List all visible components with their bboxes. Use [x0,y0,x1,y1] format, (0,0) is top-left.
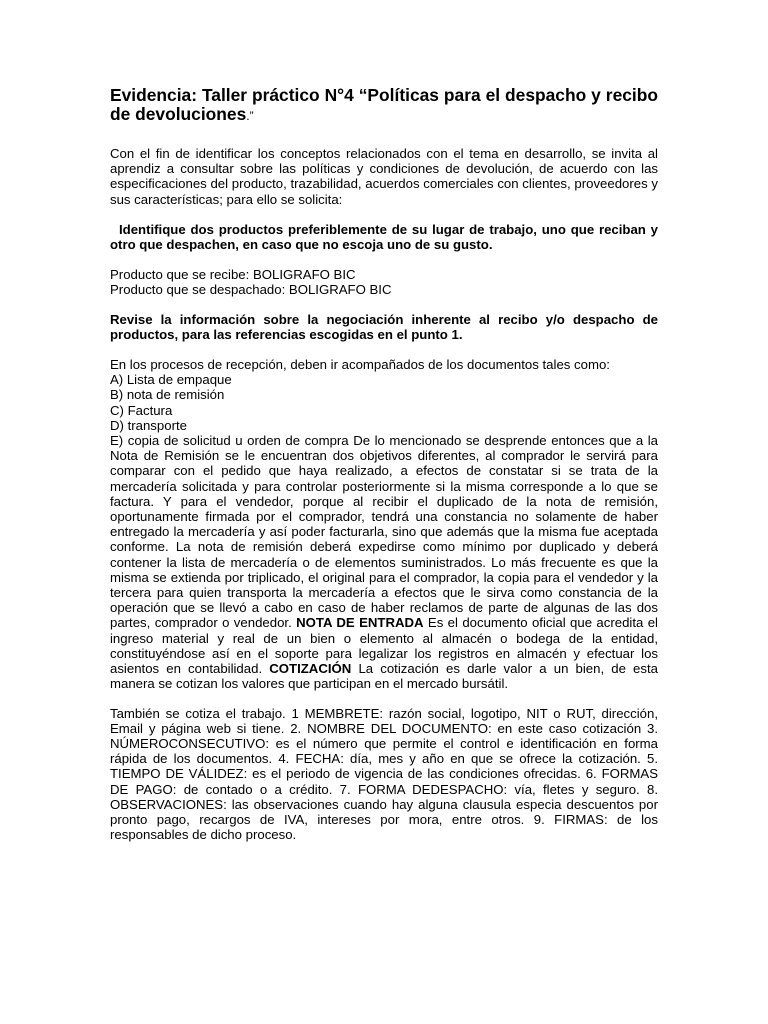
nota-entrada-text: Es el documento oficial que acredita el ingreso material y real de un bien o elemento al almacén o bodega de la entidad, constituyéndose así en el soporte para legalizar los registros en almacén y efectuar los asientos en contabilidad. [110,615,658,677]
cotizacion-fields-paragraph: También se cotiza el trabajo. 1 MEMBRETE: razón social, logotipo, NIT o RUT, dirección, Email y página web si tiene. 2. NOMBRE DEL DOCUMENTO: en este caso cotización 3. NÚMEROCONSECUTIVO: es el número que permite el control e identificación en forma rápida de los documentos. 4. FECHA: día, mes y año en que se ofrece la cotización. 5. TIEMPO DE VÁLIDEZ: es el periodo de vigencia de las condiciones ofrecidas. 6. FORMAS DE PAGO: de contado o a crédito. 7. FORMA DEDESPACHO: vía, fletes y seguro. 8. OBSERVACIONES: las observaciones cuando hay alguna clausula especia descuentos por pronto pago, recargos de IVA, intereses por mora, entre otros. 9. FIRMAS: de los responsables de dicho proceso. [110,705,658,843]
title-closing: .” [246,109,254,123]
cotizacion-label: COTIZACIÓN [269,661,352,677]
product-received: Producto que se recibe: BOLIGRAFO BIC [110,267,356,283]
nota-entrada-label: NOTA DE ENTRADA [296,615,424,631]
doc-item-b: B) nota de remisión [110,387,225,403]
body-paragraph [110,433,658,691]
title-main: Evidencia: Taller práctico N°4 “Políticas para el despacho y recibo de devoluciones [110,85,658,124]
doc-item-d: D) transporte [110,417,187,433]
instruction-2: Revise la información sobre la negociación inherente al recibo y/o despacho de productos, para las referencias escogidas en el punto 1. [110,311,658,342]
document-title [110,86,658,126]
cotizacion-text: La cotización es darle valor a un bien, de esta manera se cotizan los valores que participan en el mercado bursátil. [110,661,658,692]
product-dispatched: Producto que se despachado: BOLIGRAFO BIC [110,282,392,298]
doc-item-c: C) Factura [110,402,173,418]
instruction-1: Identifique dos productos preferiblemente de su lugar de trabajo, uno que reciban y otro que despachen, en caso que no escoja uno de su gusto. [110,221,658,253]
remision-text: E) copia de solicitud u orden de compra De lo mencionado se desprende entonces que a la Nota de Remisión se le encuentran dos objetivos diferentes, al comprador le servirá para comparar con el pedido que haya realizado, a efectos de constatar si se trata de la mercadería solicitada y para controlar posteriormente si la misma corresponde a lo que se factura. Y para el vendedor, porque al recibir el duplicado de la nota de remisión, oportunamente firmada por el comprador, tendrá una constancia no solamente de haber entregado la mercadería y así poder facturarla, sino que además que la misma fue aceptada conforme. La nota de remisión deberá expedirse como mínimo por duplicado y deberá contener la lista de mercadería o de elementos suministrados. Lo más frecuente es que la misma se extienda por triplicado, el original para el comprador, la copia para el vendedor y la tercera para quien transporta la mercadería a efectos que le sirva como constancia de la operación que se llevó a cabo en caso de haber reclamos de parte de algunas de las dos partes, comprador o vendedor. [110,433,658,631]
doc-item-a: A) Lista de empaque [110,372,232,388]
spacer [110,298,658,312]
intro-paragraph: Con el fin de identificar los conceptos relacionados con el tema en desarrollo, se invita al aprendiz a consultar sobre las políticas y condiciones de devolución, de acuerdo con las especificaciones del producto, trazabilidad, acuerdos comerciales con clientes, proveedores y sus características; para ello se solicita: [110,146,658,207]
reception-intro: En los procesos de recepción, deben ir acompañados de los documentos tales como: [110,357,610,373]
